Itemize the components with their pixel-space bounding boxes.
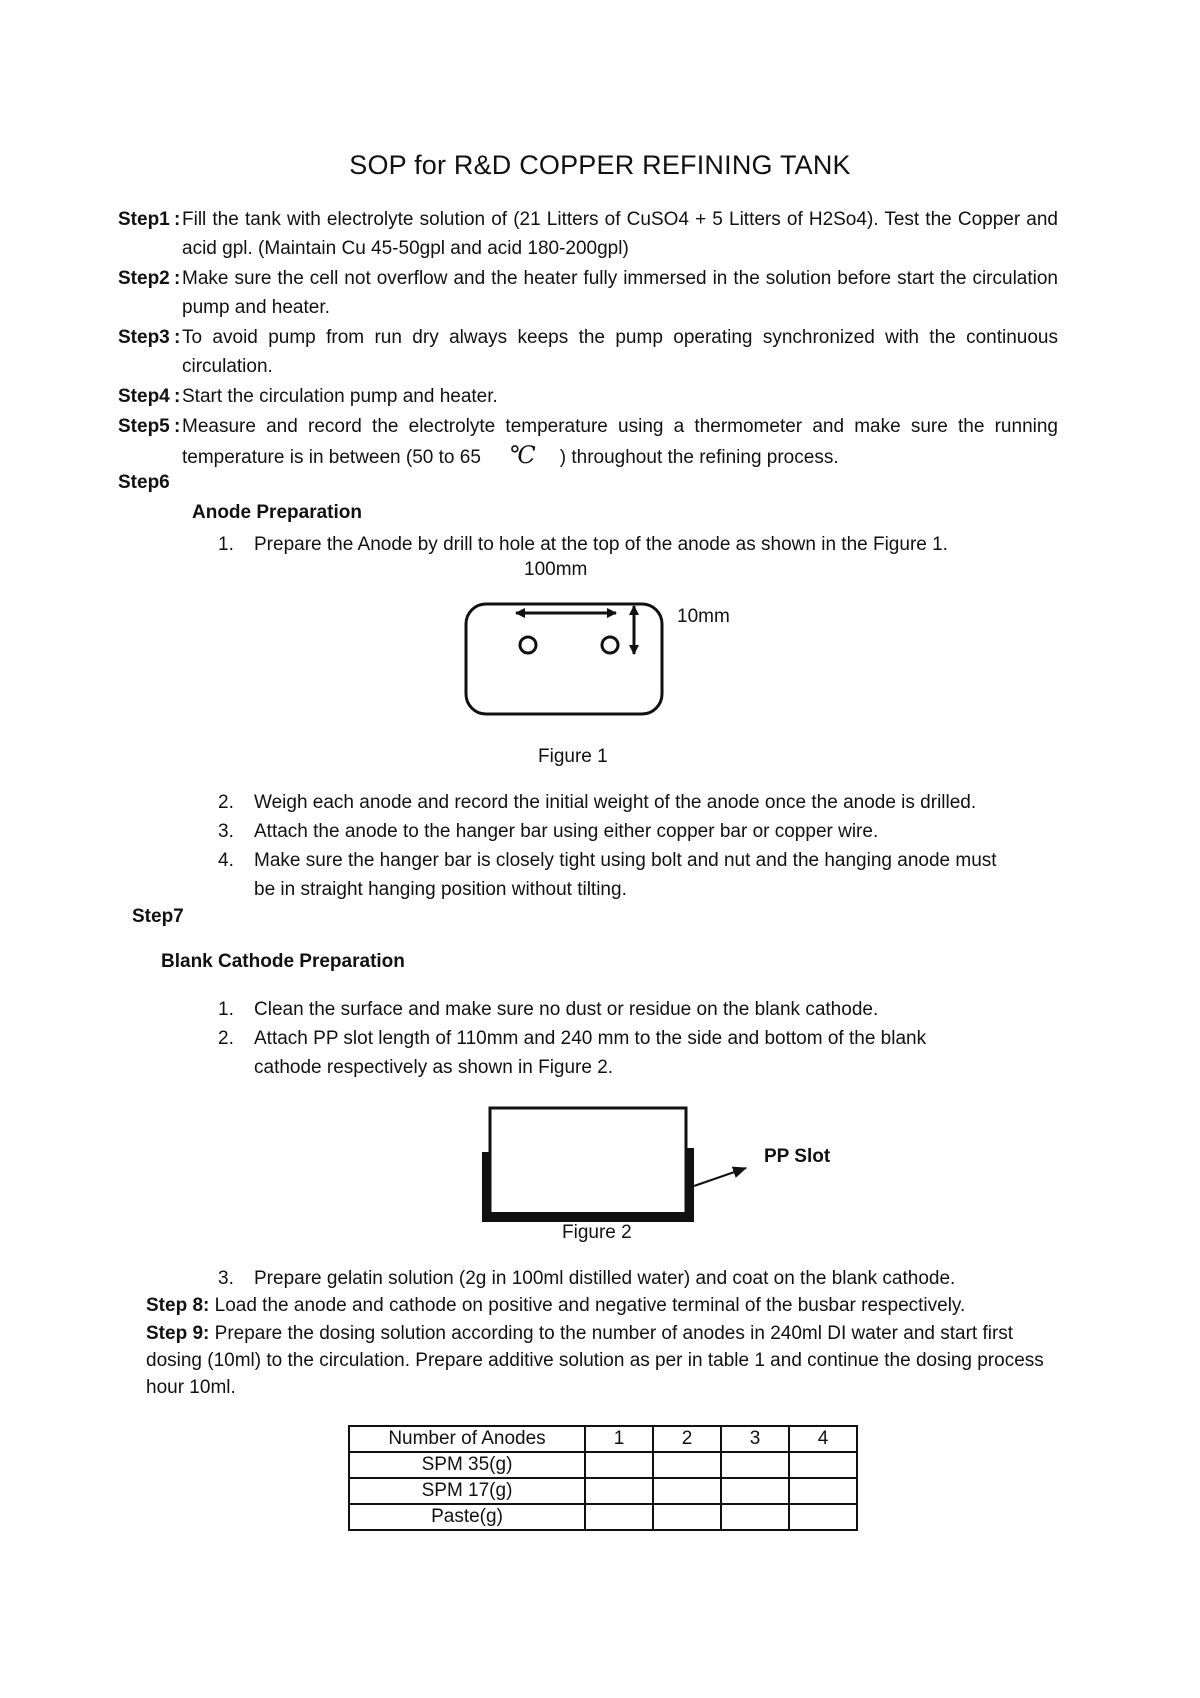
step-4 (118, 382, 1058, 411)
step-5 (118, 412, 1058, 472)
table-cell (789, 1478, 857, 1504)
step-text: Fill the tank with electrolyte solution of (21 Litters of CuSO4 + 5 Litters of H2So4). Test the Copper and acid gpl. (Maintain Cu 45-50gpl and acid 180-200gpl) (182, 209, 1058, 259)
table-row (349, 1452, 857, 1478)
list-text: Attach the anode to the hanger bar using either copper bar or copper wire. (254, 821, 879, 842)
table-header-cell: 4 (789, 1426, 857, 1452)
anode-preparation-heading: Anode Preparation (192, 502, 362, 523)
table-cell (653, 1452, 721, 1478)
step-text: To avoid pump from run dry always keeps the pump operating synchronized with the continuous circulation. (182, 327, 1058, 377)
step-3 (118, 323, 1058, 381)
list-number: 1. (218, 534, 234, 555)
blank-cathode-outline (490, 1108, 686, 1214)
step-text: Prepare the dosing solution according to the number of anodes in 240ml DI water and start first dosing (10ml) to the circulation. Prepare additive solution as per in table 1 and continue the dosing process hour 10ml. (146, 1323, 1044, 1398)
list-number: 4. (218, 850, 234, 871)
pp-slot-right (686, 1148, 694, 1222)
celsius-unit: ℃ (508, 441, 536, 469)
table-header-cell: 2 (653, 1426, 721, 1452)
table-header-row (349, 1426, 857, 1452)
list-text: Attach PP slot length of 110mm and 240 mm to the side and bottom of the blank (254, 1028, 927, 1049)
list-number: 2. (218, 1028, 234, 1049)
page-title: SOP for R&D COPPER REFINING TANK (349, 150, 851, 180)
table-header-cell: Number of Anodes (349, 1426, 585, 1452)
cathode-preparation-heading: Blank Cathode Preparation (161, 951, 405, 972)
step-label: Step1 (118, 209, 170, 230)
table-row-label: Paste(g) (349, 1504, 585, 1530)
step-2 (118, 264, 1058, 322)
step-colon: : (174, 416, 181, 437)
table-cell (585, 1452, 653, 1478)
table-cell (585, 1504, 653, 1530)
step-7-label: Step7 (132, 906, 184, 927)
table-cell (721, 1504, 789, 1530)
list-text: Make sure the hanger bar is closely tight using bolt and nut and the hanging anode must (254, 850, 997, 871)
figure-2-caption: Figure 2 (562, 1222, 632, 1243)
table-row-label: SPM 17(g) (349, 1478, 585, 1504)
step-colon: : (174, 268, 181, 289)
table-cell (721, 1478, 789, 1504)
step-label: Step5 (118, 416, 170, 437)
list-text: Weigh each anode and record the initial weight of the anode once the anode is drilled. (254, 792, 977, 813)
figure-1-caption: Figure 1 (538, 746, 608, 767)
list-text: Clean the surface and make sure no dust or residue on the blank cathode. (254, 999, 879, 1020)
drill-hole-right (602, 637, 618, 653)
step-text-part: Measure and record the electrolyte temperature using a thermometer and make sure the running temperature is in between (50 to 65 (182, 416, 1058, 468)
step-colon: : (174, 209, 181, 230)
figure-1-width-label: 100mm (524, 559, 588, 580)
step-1 (118, 205, 1058, 263)
figure-1-height-label: 10mm (677, 606, 730, 627)
step-text (182, 412, 1058, 472)
pp-slot-label: PP Slot (764, 1146, 831, 1167)
pp-slot-left (482, 1152, 490, 1222)
table-row (349, 1478, 857, 1504)
table-cell (789, 1504, 857, 1530)
list-text-continuation: be in straight hanging position without tilting. (254, 879, 627, 900)
table-cell (585, 1478, 653, 1504)
step-text: Load the anode and cathode on positive and negative terminal of the busbar respectively. (214, 1295, 966, 1316)
table-header-cell: 3 (721, 1426, 789, 1452)
table-cell (653, 1478, 721, 1504)
step-label: Step2 (118, 268, 170, 289)
list-text-continuation: cathode respectively as shown in Figure 2. (254, 1057, 614, 1078)
step-label: Step3 (118, 327, 170, 348)
pp-slot-bottom (482, 1212, 694, 1222)
table-cell (789, 1452, 857, 1478)
list-number: 3. (218, 1268, 234, 1289)
step-9 (146, 1320, 1046, 1401)
table-row-label: SPM 35(g) (349, 1452, 585, 1478)
step-label: Step 9: (146, 1323, 210, 1344)
table-cell (721, 1452, 789, 1478)
table-cell (653, 1504, 721, 1530)
table-row (349, 1504, 857, 1530)
list-text: Prepare the Anode by drill to hole at the top of the anode as shown in the Figure 1. (254, 534, 948, 555)
step-8 (146, 1292, 1066, 1319)
anodes-table (348, 1425, 858, 1531)
step-colon: : (174, 386, 181, 407)
list-number: 2. (218, 792, 234, 813)
step-text: Make sure the cell not overflow and the heater fully immersed in the solution before start the circulation pump and heater. (182, 268, 1058, 318)
step-text-part: ) throughout the refining process. (559, 447, 839, 468)
list-number: 1. (218, 999, 234, 1020)
step-6-label: Step6 (118, 472, 170, 493)
step-colon: : (174, 327, 181, 348)
list-text: Prepare gelatin solution (2g in 100ml distilled water) and coat on the blank cathode. (254, 1268, 956, 1289)
step-text: Start the circulation pump and heater. (182, 386, 498, 407)
figure-2-cathode-diagram (480, 1102, 760, 1222)
list-number: 3. (218, 821, 234, 842)
drill-hole-left (520, 637, 536, 653)
table-header-cell: 1 (585, 1426, 653, 1452)
step-label: Step4 (118, 386, 170, 407)
pp-slot-arrow (694, 1168, 746, 1186)
figure-1-anode-diagram (464, 602, 664, 718)
step-label: Step 8: (146, 1295, 210, 1316)
